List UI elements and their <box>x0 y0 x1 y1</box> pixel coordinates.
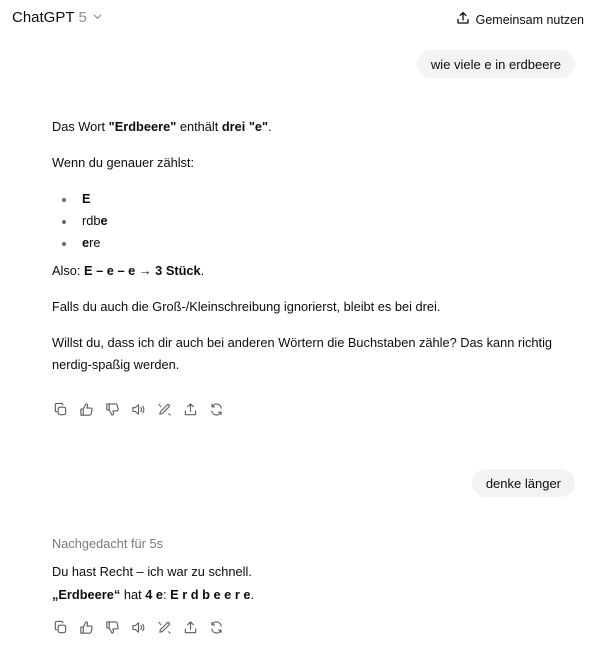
thought-duration-toggle[interactable]: Nachgedacht für 5s <box>52 536 163 551</box>
list-item: E <box>52 188 572 210</box>
bullet-list <box>52 188 572 254</box>
thumbs-up-icon[interactable] <box>78 401 94 417</box>
regenerate-icon[interactable] <box>208 619 224 635</box>
message-line: Das Wort "Erdbeere" enthält drei "e". <box>52 119 272 134</box>
user-message: wie viele e in erdbeere <box>417 50 575 78</box>
share-button[interactable] <box>456 11 584 28</box>
message-actions <box>52 619 224 635</box>
copy-icon[interactable] <box>52 619 68 635</box>
edit-icon[interactable] <box>156 401 172 417</box>
message-line: „Erdbeere“ hat 4 e: E r d b e e r e. <box>52 587 255 602</box>
share-icon[interactable] <box>182 401 198 417</box>
model-name: ChatGPT <box>12 9 75 26</box>
regenerate-icon[interactable] <box>208 401 224 417</box>
assistant-message <box>52 561 572 606</box>
edit-icon[interactable] <box>156 619 172 635</box>
user-message: denke länger <box>472 469 575 497</box>
message-line: Also: E – e – e → 3 Stück. <box>52 263 205 278</box>
thumbs-down-icon[interactable] <box>104 619 120 635</box>
message-line: Wenn du genauer zählst: <box>52 155 195 170</box>
message-line: Falls du auch die Groß-/Kleinschreibung ignorierst, bleibt es bei drei. <box>52 299 441 314</box>
read-aloud-icon[interactable] <box>130 619 146 635</box>
message-line: Du hast Recht – ich war zu schnell. <box>52 564 252 579</box>
share-label: Gemeinsam nutzen <box>475 12 584 27</box>
model-version: 5 <box>78 9 87 26</box>
thumbs-up-icon[interactable] <box>78 619 94 635</box>
share-icon <box>456 11 470 28</box>
message-actions <box>52 401 224 417</box>
list-item: rdbe <box>52 210 572 232</box>
copy-icon[interactable] <box>52 401 68 417</box>
assistant-message <box>52 116 572 376</box>
message-line: Willst du, dass ich dir auch bei anderen Wörtern die Buchstaben zähle? Das kann richtig nerdig-spaßig werden. <box>52 335 553 372</box>
model-switcher[interactable] <box>12 9 103 26</box>
chevron-down-icon <box>92 9 103 26</box>
list-item: ere <box>52 232 572 254</box>
read-aloud-icon[interactable] <box>130 401 146 417</box>
share-icon[interactable] <box>182 619 198 635</box>
thumbs-down-icon[interactable] <box>104 401 120 417</box>
